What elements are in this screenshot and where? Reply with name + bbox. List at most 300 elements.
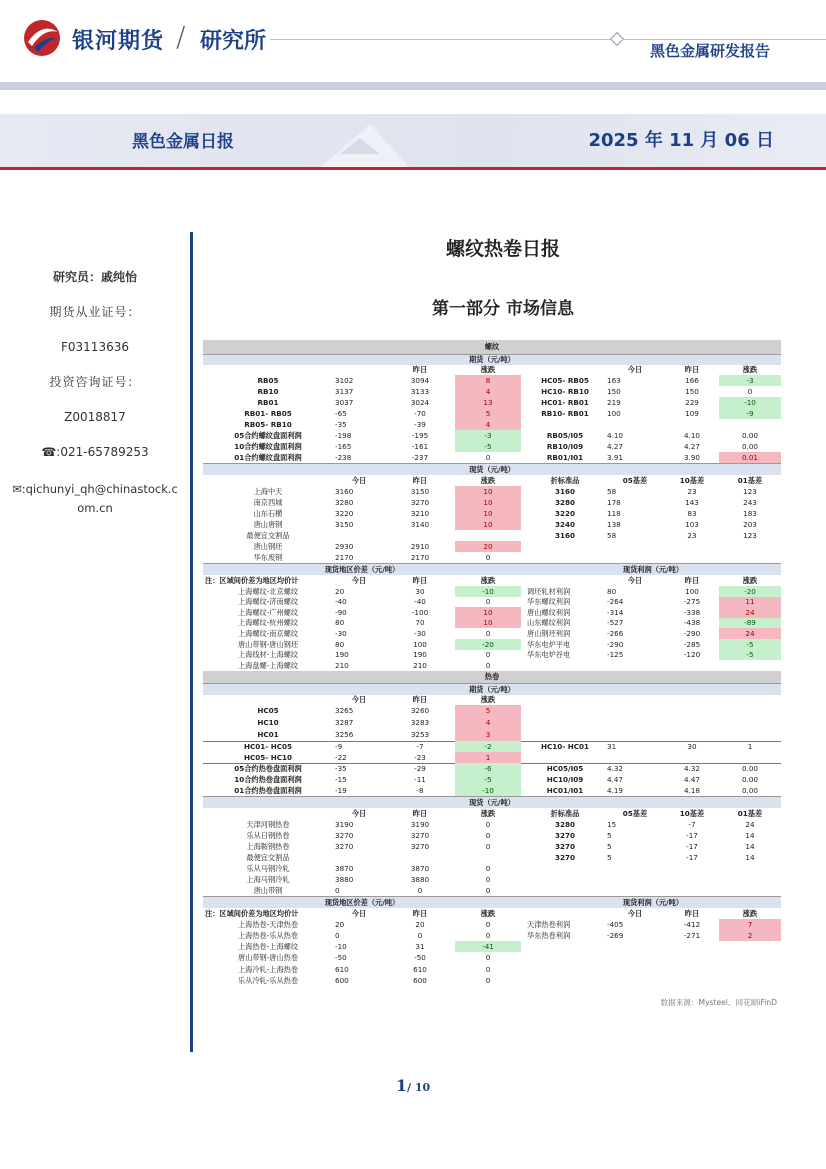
table-cell: 0 <box>485 919 491 929</box>
futures-cert-label: 期货从业证号： <box>49 305 141 319</box>
table-cell <box>525 541 605 552</box>
table-cell: -195 <box>411 430 429 440</box>
source-note: 数据来源：Mysteel、同花顺iFinD <box>660 998 777 1007</box>
table-cell: 上海螺纹-北京螺纹 <box>237 586 299 596</box>
table-cell: -285 <box>683 639 701 649</box>
table-cell: 4.19 <box>607 785 624 795</box>
column-header: 10基差 <box>679 475 705 485</box>
table-cell: -3 <box>719 375 781 386</box>
table-cell: 103 <box>685 519 699 529</box>
table-cell: 3210 <box>410 508 430 518</box>
table-cell: 2 <box>719 930 781 941</box>
section-title: 热卷 <box>484 672 500 682</box>
table-cell: 210 <box>413 660 427 670</box>
table-cell: 上海线材-上海螺纹 <box>237 650 299 660</box>
table-cell: 3270 <box>335 841 354 851</box>
table-cell <box>525 874 605 885</box>
table-cell <box>385 852 455 863</box>
table-cell <box>605 752 665 763</box>
table-cell <box>665 885 719 896</box>
subsection-header <box>203 354 781 365</box>
table-cell: -290 <box>683 629 701 639</box>
table-cell: HC10- RB10 <box>541 386 589 396</box>
table-cell: 3270 <box>410 497 430 507</box>
table-cell: -23 <box>414 752 426 762</box>
table-cell: 13 <box>455 397 521 408</box>
table-cell: HC10/I09 <box>546 774 584 784</box>
table-cell: 243 <box>743 497 757 507</box>
table-cell: -3 <box>455 430 521 441</box>
table-cell <box>605 975 665 986</box>
table-cell: 上海鞍钢热卷 <box>246 841 290 851</box>
table-cell <box>605 541 665 552</box>
table-cell: -10 <box>335 942 347 952</box>
table-cell: 0 <box>485 953 491 963</box>
table-cell: 138 <box>607 519 621 529</box>
division-name: 研究所 <box>200 29 267 54</box>
table-cell: 31 <box>415 942 425 952</box>
table-cell: 3880 <box>335 874 354 884</box>
table-cell: RB01 <box>257 397 279 407</box>
table-row <box>203 586 781 597</box>
subsection-title: 现货（元/吨） <box>469 797 515 807</box>
table-cell: 30 <box>415 586 425 596</box>
table-cell: 0 <box>485 885 491 895</box>
table-cell: 上海热卷-乐从热卷 <box>237 930 299 940</box>
table-row <box>203 819 781 830</box>
table-cell <box>605 863 665 874</box>
banner-decoration-icon <box>300 114 420 168</box>
table-cell: 11 <box>719 597 781 608</box>
document-title: 螺纹热卷日报 <box>445 238 560 260</box>
table-cell: 上海中天 <box>253 486 283 496</box>
table-row <box>203 885 781 896</box>
column-header-row <box>203 475 781 486</box>
table-cell: 华东废钢 <box>253 552 283 562</box>
table-cell: RB01/I01 <box>546 452 584 462</box>
table-cell: 山东螺纹利润 <box>527 618 571 628</box>
table-cell: -165 <box>335 441 352 451</box>
table-cell: 123 <box>743 486 757 496</box>
table-cell: 0 <box>417 930 423 940</box>
table-cell <box>719 952 781 963</box>
table-cell: -10 <box>455 586 521 597</box>
table-cell: 190 <box>413 650 427 660</box>
table-cell: 4.10 <box>607 430 624 440</box>
table-cell: -20 <box>455 639 521 650</box>
table-cell: 01合约热卷盘面利润 <box>234 785 302 795</box>
table-cell: 4.18 <box>683 785 700 795</box>
table-cell: 20 <box>455 541 521 552</box>
table-cell: -161 <box>411 441 429 451</box>
table-cell: -50 <box>414 953 426 963</box>
table-cell: 219 <box>607 397 621 407</box>
table-cell: -11 <box>414 774 426 784</box>
table-row <box>203 660 781 671</box>
column-header: 01基差 <box>737 808 763 818</box>
table-cell: 0 <box>485 629 491 639</box>
table-row <box>203 375 781 386</box>
table-cell: RB01- RB05 <box>244 408 292 418</box>
column-header <box>203 808 333 819</box>
table-cell: 3270 <box>554 841 575 851</box>
table-cell: 华东热卷利润 <box>527 930 571 940</box>
table-cell: 0 <box>485 863 491 873</box>
table-row <box>203 486 781 497</box>
table-cell: -271 <box>683 930 701 940</box>
table-cell: -15 <box>335 774 347 784</box>
table-cell: 10 <box>455 618 521 629</box>
table-cell: HC01- HC05 <box>243 741 293 751</box>
table-row <box>203 975 781 986</box>
email-line-2: om.cn <box>77 501 113 515</box>
table-cell: -19 <box>335 785 347 795</box>
table-cell <box>719 964 781 975</box>
table-cell: 24 <box>719 628 781 639</box>
table-cell <box>719 541 781 552</box>
table-cell: -40 <box>335 597 347 607</box>
column-header: 昨日 <box>684 908 700 918</box>
table-cell: -2 <box>455 741 521 752</box>
table-row <box>203 874 781 885</box>
table-cell: HC01- RB01 <box>541 397 589 407</box>
table-cell: 0.00 <box>741 763 758 773</box>
table-cell: HC10- HC01 <box>540 741 590 751</box>
column-header: 涨跌 <box>480 695 496 705</box>
table-row <box>203 419 781 430</box>
table-cell <box>525 885 605 896</box>
table-cell: 0 <box>485 964 491 974</box>
table-cell: 5 <box>607 841 612 851</box>
column-header: 涨跌 <box>480 575 496 585</box>
table-cell: 3102 <box>335 375 354 385</box>
table-cell: -40 <box>414 597 426 607</box>
sidebar-divider <box>190 232 193 1052</box>
table-cell <box>605 874 665 885</box>
table-cell: 100 <box>685 586 699 596</box>
table-cell: 10 <box>455 497 521 508</box>
table-cell: 183 <box>743 508 757 518</box>
table-row <box>203 639 781 650</box>
table-cell: 0 <box>485 650 491 660</box>
table-cell <box>665 874 719 885</box>
table-cell: -438 <box>683 618 701 628</box>
table-cell <box>665 863 719 874</box>
column-header: 今日 <box>351 808 367 818</box>
invest-cert-label: 投资咨询证号： <box>49 375 141 389</box>
table-cell: HC05- RB05 <box>541 375 589 385</box>
futures-cert: F03113636 <box>61 340 129 354</box>
table-row <box>203 497 781 508</box>
table-cell: 0.00 <box>741 785 758 795</box>
phone: ☎:021-65789253 <box>41 445 149 459</box>
table-cell <box>525 752 605 763</box>
table-cell: -35 <box>335 419 347 429</box>
table-cell: 600 <box>413 975 427 985</box>
banner-red-rule <box>0 167 826 170</box>
table-cell: 10 <box>455 486 521 497</box>
column-header: 涨跌 <box>480 908 496 918</box>
table-cell: 5 <box>607 852 612 862</box>
table-cell <box>455 530 521 541</box>
table-cell: -17 <box>686 830 698 840</box>
table-cell: 3880 <box>410 874 430 884</box>
email-line-1: ✉:qichunyi_qh@chinastock.c <box>12 482 178 496</box>
table-row <box>203 785 781 796</box>
table-cell: RB10 <box>257 386 279 396</box>
table-cell: 3280 <box>335 497 354 507</box>
subsection-header <box>203 563 781 575</box>
table-cell: -30 <box>335 629 347 639</box>
column-header: 涨跌 <box>742 365 758 375</box>
column-header-row <box>203 575 781 586</box>
column-header <box>333 365 385 375</box>
table-cell: 7 <box>719 919 781 930</box>
column-header: 10基差 <box>679 808 705 818</box>
table-cell: 05合约螺纹盘面利润 <box>234 430 302 440</box>
table-cell: 3253 <box>410 730 430 740</box>
table-row <box>203 729 781 741</box>
table-row <box>203 597 781 608</box>
table-cell: 01合约螺纹盘面利润 <box>234 452 302 462</box>
table-cell: 2930 <box>335 541 354 551</box>
table-cell: 0 <box>417 885 423 895</box>
table-cell: HC10 <box>257 718 279 728</box>
table-cell: 上海热卷-天津热卷 <box>237 919 299 929</box>
table-cell: 190 <box>335 650 349 660</box>
table-cell <box>665 660 719 671</box>
market-info-table <box>203 340 781 1012</box>
table-row <box>203 863 781 874</box>
table-cell: 163 <box>607 375 621 385</box>
table-cell: 唐山钢坯 <box>253 541 283 551</box>
table-cell: 4.47 <box>683 774 700 784</box>
researcher-name: 研究员：戚纯怡 <box>52 270 137 284</box>
table-cell: -50 <box>335 953 347 963</box>
table-cell: -5 <box>455 441 521 452</box>
table-row <box>203 508 781 519</box>
email[interactable] <box>0 480 190 518</box>
table-cell: 20 <box>335 919 345 929</box>
table-cell: 0 <box>485 874 491 884</box>
table-row <box>203 705 781 717</box>
column-header: 今日 <box>351 908 367 918</box>
table-cell: 10合约螺纹盘面利润 <box>234 441 302 451</box>
table-cell: 80 <box>335 639 345 649</box>
table-cell: 3280 <box>554 819 575 829</box>
table-cell: 上海马钢冷轧 <box>246 874 290 884</box>
table-cell <box>605 885 665 896</box>
table-cell: -6 <box>455 763 521 774</box>
table-cell: -90 <box>335 607 347 617</box>
column-header-row <box>203 908 781 919</box>
table-cell: -412 <box>683 919 701 929</box>
table-cell: 5 <box>455 408 521 419</box>
table-cell <box>525 964 605 975</box>
table-cell: 0 <box>485 975 491 985</box>
table-row <box>203 650 781 661</box>
table-cell: -39 <box>414 419 426 429</box>
galaxy-logo-icon <box>22 18 62 58</box>
table-cell: -275 <box>683 597 701 607</box>
table-row <box>203 530 781 541</box>
table-cell: 5 <box>455 705 521 717</box>
table-cell: 3137 <box>335 386 354 396</box>
table-row <box>203 941 781 952</box>
table-cell: 0 <box>335 885 340 895</box>
column-header <box>525 575 605 586</box>
table-row <box>203 774 781 785</box>
table-cell: 80 <box>335 618 345 628</box>
table-cell: 2910 <box>410 541 430 551</box>
table-cell <box>605 964 665 975</box>
table-cell: 4.27 <box>683 441 700 451</box>
table-cell: 20 <box>335 586 345 596</box>
table-cell: 8 <box>455 375 521 386</box>
table-cell: 3220 <box>554 508 575 518</box>
subsection-title: 现货利润（元/吨） <box>622 564 684 574</box>
table-cell: RB10/I09 <box>546 441 584 451</box>
table-cell <box>719 552 781 563</box>
table-cell: 23 <box>687 486 697 496</box>
table-row <box>203 852 781 863</box>
table-cell: -89 <box>719 618 781 629</box>
table-cell <box>719 863 781 874</box>
table-cell: -125 <box>607 650 624 660</box>
table-cell: -9 <box>719 408 781 419</box>
column-header: 涨跌 <box>742 908 758 918</box>
section-title: 螺纹 <box>484 342 500 352</box>
subsection-header <box>203 796 781 808</box>
table-cell: -237 <box>411 452 429 462</box>
table-row <box>203 386 781 397</box>
column-header: 昨日 <box>412 365 428 375</box>
table-cell: 2170 <box>410 552 430 562</box>
column-header: 折标准品 <box>550 475 580 485</box>
table-cell: 3037 <box>335 397 354 407</box>
table-cell: 14 <box>745 852 755 862</box>
table-cell: 3150 <box>410 486 430 496</box>
table-cell: RB05- RB10 <box>244 419 292 429</box>
column-header: 01基差 <box>737 475 763 485</box>
table-cell: 唐山带钢 <box>253 885 283 895</box>
column-header: 今日 <box>627 365 643 375</box>
table-cell: 3190 <box>335 819 354 829</box>
brand-divider: / <box>176 20 186 53</box>
brand-name: 银河期货 <box>72 29 165 54</box>
table-cell: 3270 <box>410 841 430 851</box>
table-cell <box>665 419 719 430</box>
table-cell: 10合约热卷盘面利润 <box>234 774 302 784</box>
table-cell: RB05 <box>257 375 279 385</box>
column-header <box>525 908 605 919</box>
table-cell: HC05- HC10 <box>243 752 293 762</box>
table-cell <box>525 975 605 986</box>
table-cell: 3240 <box>554 519 575 529</box>
table-cell: 唐山带钢-唐山热卷 <box>237 953 299 963</box>
table-cell: -198 <box>335 430 352 440</box>
table-cell: 229 <box>685 397 699 407</box>
report-date: 2025 年 11 月 06 日 <box>588 130 774 151</box>
column-header <box>203 475 333 486</box>
table-cell: 109 <box>685 408 699 418</box>
table-row <box>203 763 781 774</box>
subsection-title: 现货地区价差（元/吨） <box>324 897 400 907</box>
table-cell: 4 <box>455 419 521 430</box>
table-cell <box>605 660 665 671</box>
table-cell <box>665 752 719 763</box>
table-cell: 10 <box>455 508 521 519</box>
table-cell <box>665 964 719 975</box>
table-cell <box>605 952 665 963</box>
column-header: 涨跌 <box>480 365 496 375</box>
page-total: / 10 <box>406 1081 431 1094</box>
table-cell: 80 <box>607 586 617 596</box>
table-cell: 0 <box>747 386 753 396</box>
table-cell: 唐山螺纹利润 <box>527 607 571 617</box>
table-cell: 70 <box>415 618 425 628</box>
table-cell: -269 <box>607 930 624 940</box>
section-header <box>203 671 781 683</box>
table-cell: 58 <box>607 486 617 496</box>
table-row <box>203 717 781 729</box>
table-cell: 05合约热卷盘面利润 <box>234 763 302 773</box>
table-cell: 3260 <box>410 706 430 716</box>
column-header: 05基差 <box>622 475 648 485</box>
table-cell: 0.00 <box>741 430 758 440</box>
table-cell: 20 <box>415 919 425 929</box>
table-cell: -290 <box>607 639 624 649</box>
table-cell: RB10- RB01 <box>541 408 589 418</box>
table-cell: 100 <box>607 408 621 418</box>
table-cell: 4 <box>455 717 521 729</box>
table-row <box>203 397 781 408</box>
table-cell: 0 <box>335 930 340 940</box>
table-cell: 0 <box>485 930 491 940</box>
table-cell <box>605 552 665 563</box>
table-cell: 乐从冷轧-乐从热卷 <box>237 975 299 985</box>
table-cell: 610 <box>413 964 427 974</box>
table-cell: 600 <box>335 975 349 985</box>
table-cell: 31 <box>607 741 617 751</box>
table-cell: -9 <box>335 741 343 751</box>
table-cell: -264 <box>607 597 624 607</box>
subsection-title: 期货（元/吨） <box>469 684 515 694</box>
table-cell: 14 <box>745 830 755 840</box>
table-row <box>203 541 781 552</box>
table-cell: 58 <box>607 530 617 540</box>
table-cell: 83 <box>687 508 697 518</box>
subsection-title: 现货地区价差（元/吨） <box>324 564 400 574</box>
table-cell: 3.91 <box>607 452 624 462</box>
table-cell: 100 <box>413 639 427 649</box>
table-cell: 上海螺纹-济南螺纹 <box>237 597 299 607</box>
column-header: 今日 <box>627 908 643 918</box>
table-cell: -5 <box>719 639 781 650</box>
table-cell: -5 <box>455 774 521 785</box>
table-cell: 150 <box>607 386 621 396</box>
table-cell: 华东电炉平电 <box>527 639 571 649</box>
table-cell: 3280 <box>554 497 575 507</box>
table-cell: -120 <box>683 650 701 660</box>
table-row <box>203 408 781 419</box>
table-cell: 3150 <box>335 519 354 529</box>
table-row <box>203 430 781 441</box>
table-cell: 0 <box>485 552 491 562</box>
table-cell: 山东石横 <box>253 508 283 518</box>
table-cell <box>525 660 605 671</box>
table-cell: -314 <box>607 607 624 617</box>
